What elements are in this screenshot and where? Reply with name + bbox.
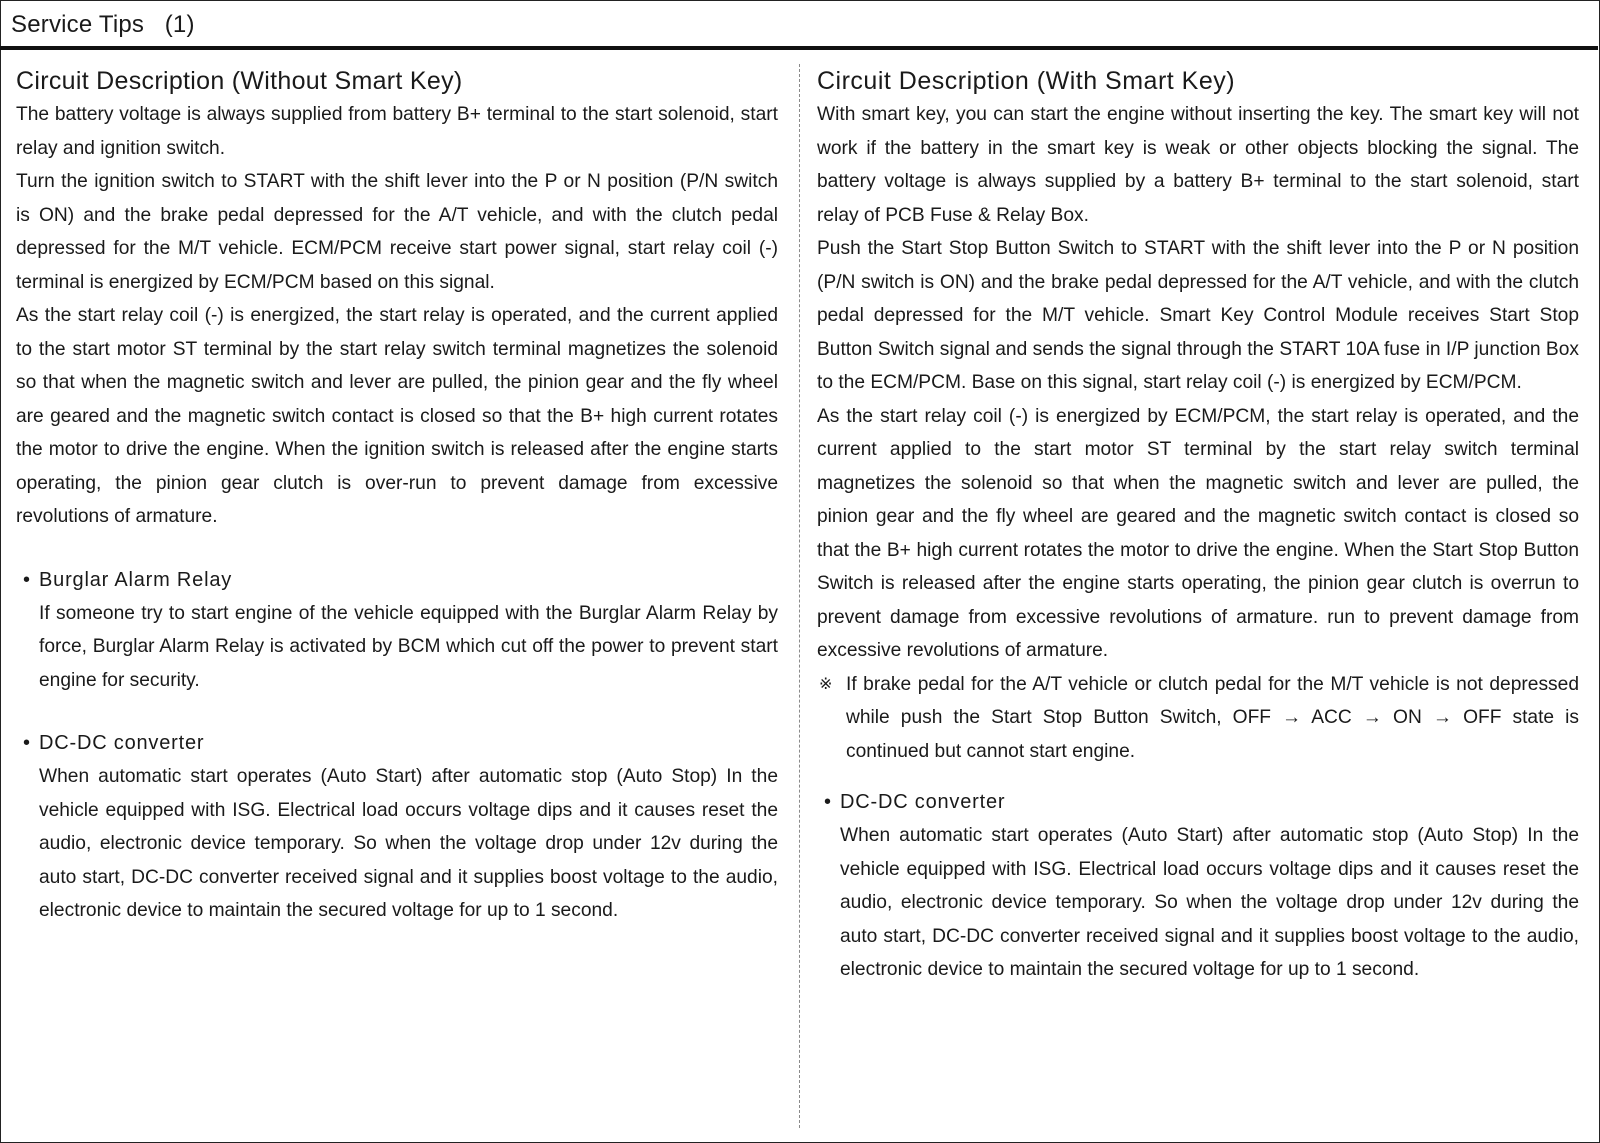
left-column-title: Circuit Description (Without Smart Key) — [16, 67, 463, 95]
dc-dc-converter-heading — [817, 785, 1579, 819]
page-header — [0, 0, 1598, 50]
spacer — [16, 534, 778, 563]
bullet-dot-icon: • — [23, 732, 31, 754]
right-paragraph-3: As the start relay coil (-) is energized by ECM/PCM, the start relay is operated, and the current applied to the start motor ST terminal by the start relay switch terminal magnetizes the solenoid so that when the magnetic switch and lever are pulled, the pinion gear and the fly wheel are geared and the magnetic switch contact is closed so that the B+ high current rotates the motor to drive the engine. When the Start Stop Button Switch is released after the engine starts operating, the pinion gear clutch is overrun to prevent damage from excessive revolutions of armature. run to prevent damage from excessive revolutions of armature. — [817, 405, 1579, 661]
right-column-title: Circuit Description (With Smart Key) — [817, 67, 1236, 95]
right-column — [817, 64, 1579, 987]
dc-dc-converter-body: When automatic start operates (Auto Start) after automatic stop (Auto Stop) In the vehicle equipped with ISG. Electrical load occurs voltage dips and it causes reset the audio, electronic device temporary. So when the voltage drop under 12v during the auto start, DC-DC converter received signal and it supplies boost voltage to the audio, electronic device to maintain the secured voltage for up to 1 second. — [840, 825, 1579, 980]
bullet-dot-icon: • — [23, 568, 31, 591]
right-paragraph-2: Push the Start Stop Button Switch to START with the shift lever into the P or N position (P/N switch is ON) and the brake pedal depressed for the A/T vehicle, and with the clutch pedal depressed for the M/T vehicle. Smart Key Control Module receives Start Stop Button Switch signal and sends the signal through the START 10A fuse in I/P junction Box to the ECM/PCM. Base on this signal, start relay coil (-) is energized by ECM/PCM. — [817, 238, 1579, 393]
left-paragraph-3: As the start relay coil (-) is energized, the start relay is operated, and the current applied to the start motor ST terminal by the start relay switch terminal magnetizes the solenoid so that when the magnetic switch and lever are pulled, the pinion gear and the fly wheel are geared and the magnetic switch contact is closed so that the B+ high current rotates the motor to drive the engine. When the ignition switch is released after the engine starts operating, the pinion gear clutch is over-run to prevent damage from excessive revolutions of armature. — [16, 305, 778, 527]
dc-dc-converter-body: When automatic start operates (Auto Start) after automatic stop (Auto Stop) In the vehicle equipped with ISG. Electrical load occurs voltage dips and it causes reset the audio, electronic device temporary. So when the voltage drop under 12v during the auto start, DC-DC converter received signal and it supplies boost voltage to the audio, electronic device to maintain the secured voltage for up to 1 second. — [39, 766, 778, 921]
bullet-dot-icon: • — [824, 791, 832, 813]
reference-mark-icon: ※ — [819, 675, 833, 693]
burglar-alarm-relay-body: If someone try to start engine of the vehicle equipped with the Burglar Alarm Relay by force, Burglar Alarm Relay is activated by BCM which cut off the power to prevent start engine for security. — [39, 602, 778, 691]
reference-note-text: If brake pedal for the A/T vehicle or clutch pedal for the M/T vehicle is not depressed while push the Start Stop Button Switch, OFF → ACC → ON → OFF state is continued but cannot start engine. — [846, 673, 1579, 762]
page-title: Service Tips (1) — [11, 11, 195, 38]
bullet-heading-text: DC-DC converter — [39, 732, 205, 754]
bullet-heading-text: Burglar Alarm Relay — [39, 568, 233, 591]
column-divider — [799, 64, 800, 1128]
spacer — [817, 768, 1579, 785]
spacer — [16, 697, 778, 726]
dc-dc-converter-heading — [16, 726, 778, 760]
left-column — [16, 64, 778, 928]
left-paragraph-1: The battery voltage is always supplied from battery B+ terminal to the start solenoid, start relay and ignition switch. — [16, 104, 778, 159]
burglar-alarm-relay-heading — [16, 563, 778, 597]
left-paragraph-2: Turn the ignition switch to START with the shift lever into the P or N position (P/N switch is ON) and the brake pedal depressed for the A/T vehicle, and with the clutch pedal depressed for the M/T vehicle. ECM/PCM receive start power signal, start relay coil (-) terminal is energized by ECM/PCM based on this signal. — [16, 171, 778, 293]
right-paragraph-1: With smart key, you can start the engine without inserting the key. The smart key will not work if the battery in the smart key is weak or other objects blocking the signal. The battery voltage is always supplied by a battery B+ terminal to the start solenoid, start relay of PCB Fuse & Relay Box. — [817, 104, 1579, 226]
bullet-heading-text: DC-DC converter — [840, 791, 1006, 813]
reference-note — [817, 668, 1579, 769]
